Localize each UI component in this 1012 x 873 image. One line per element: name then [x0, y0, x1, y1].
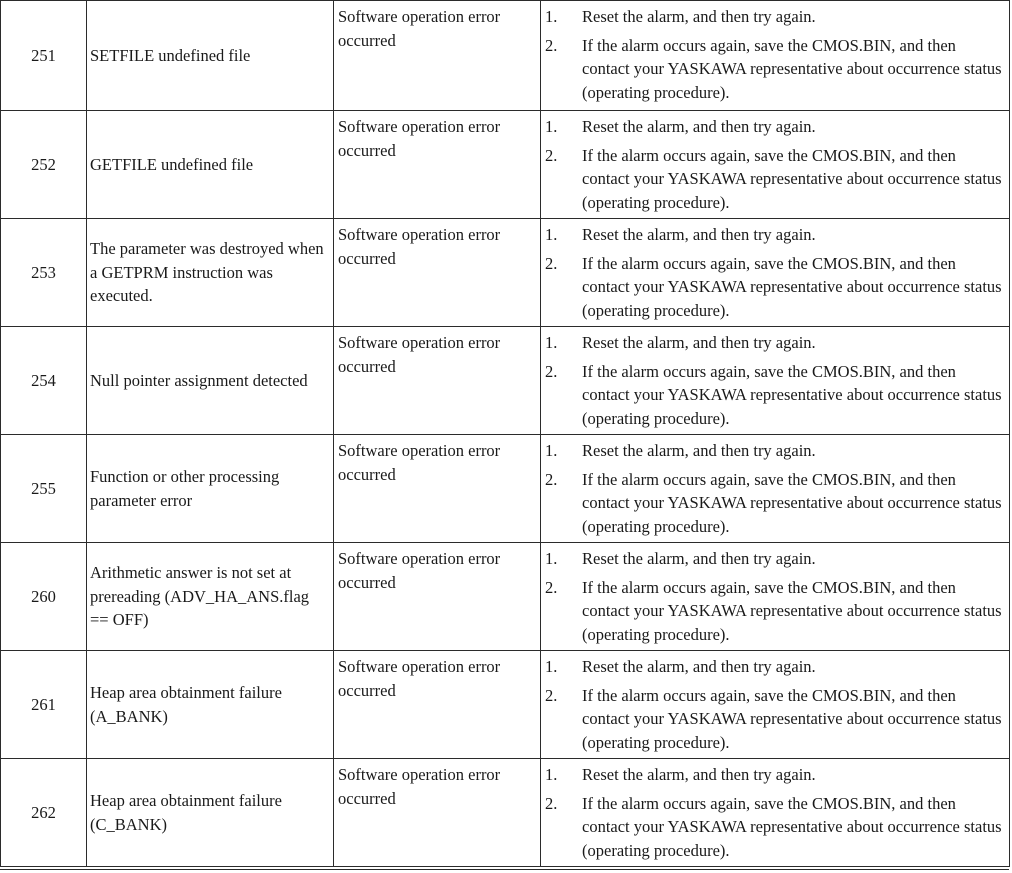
remedy-step: [545, 684, 1003, 755]
table-row: [1, 759, 1010, 867]
alarm-code: 253: [1, 219, 87, 327]
step-text: Reset the alarm, and then try again.: [582, 441, 816, 460]
step-number: 2.: [545, 793, 558, 813]
step-number: 1.: [545, 549, 558, 568]
step-number: 1.: [545, 441, 558, 460]
alarm-cause: Software operation error occurred: [334, 1, 541, 111]
step-number: 2.: [545, 145, 558, 165]
alarm-code: 262: [1, 759, 87, 867]
step-text: Reset the alarm, and then try again.: [582, 225, 816, 244]
remedy-step: [545, 763, 1003, 787]
alarm-cause: Software operation error occurred: [334, 219, 541, 327]
step-number: 1.: [545, 657, 558, 676]
alarm-cause: Software operation error occurred: [334, 759, 541, 867]
step-number: 1.: [545, 225, 558, 244]
alarm-name: Heap area obtainment failure (A_BANK): [87, 651, 334, 759]
remedy-step: [545, 115, 1003, 139]
alarm-remedy: [541, 543, 1010, 651]
step-text: Reset the alarm, and then try again.: [582, 7, 816, 26]
remedy-step: [545, 34, 1003, 105]
step-number: 1.: [545, 117, 558, 136]
alarm-name: Null pointer assignment detected: [87, 327, 334, 435]
table-row: [1, 651, 1010, 759]
alarm-cause: Software operation error occurred: [334, 543, 541, 651]
alarm-remedy: [541, 327, 1010, 435]
remedy-step: [545, 331, 1003, 355]
alarm-name: SETFILE undefined file: [87, 1, 334, 111]
alarm-name: Function or other processing parameter error: [87, 435, 334, 543]
step-number: 1.: [545, 765, 558, 784]
alarm-remedy: [541, 759, 1010, 867]
remedy-step: [545, 439, 1003, 463]
table-row: [1, 1, 1010, 111]
alarm-remedy: [541, 1, 1010, 111]
remedy-step: [545, 792, 1003, 863]
table-row: [1, 111, 1010, 219]
remedy-step: [545, 468, 1003, 539]
step-number: 2.: [545, 35, 558, 55]
step-text: Reset the alarm, and then try again.: [582, 657, 816, 676]
alarm-name: GETFILE undefined file: [87, 111, 334, 219]
step-number: 2.: [545, 469, 558, 489]
alarm-remedy: [541, 111, 1010, 219]
step-text: Reset the alarm, and then try again.: [582, 117, 816, 136]
step-number: 2.: [545, 577, 558, 597]
step-text: Reset the alarm, and then try again.: [582, 549, 816, 568]
alarm-remedy: [541, 651, 1010, 759]
step-text: If the alarm occurs again, save the CMOS.BIN, and then contact your YASKAWA representative about occurrence status (operating procedure).: [582, 35, 1002, 102]
remedy-step: [545, 252, 1003, 323]
remedy-step: [545, 144, 1003, 215]
remedy-step: [545, 5, 1003, 29]
step-text: If the alarm occurs again, save the CMOS.BIN, and then contact your YASKAWA representative about occurrence status (operating procedure).: [582, 361, 1002, 428]
alarm-name: Heap area obtainment failure (C_BANK): [87, 759, 334, 867]
alarm-name: The parameter was destroyed when a GETPRM instruction was executed.: [87, 219, 334, 327]
remedy-step: [545, 655, 1003, 679]
alarm-code: 252: [1, 111, 87, 219]
alarm-code: 260: [1, 543, 87, 651]
step-text: If the alarm occurs again, save the CMOS.BIN, and then contact your YASKAWA representative about occurrence status (operating procedure).: [582, 469, 1002, 536]
step-text: If the alarm occurs again, save the CMOS.BIN, and then contact your YASKAWA representative about occurrence status (operating procedure).: [582, 685, 1002, 752]
table-row: [1, 219, 1010, 327]
step-number: 2.: [545, 253, 558, 273]
table-row: [1, 327, 1010, 435]
step-number: 2.: [545, 685, 558, 705]
remedy-step: [545, 576, 1003, 647]
alarm-code: 261: [1, 651, 87, 759]
step-text: If the alarm occurs again, save the CMOS.BIN, and then contact your YASKAWA representative about occurrence status (operating procedure).: [582, 253, 1002, 320]
step-number: 2.: [545, 361, 558, 381]
step-text: Reset the alarm, and then try again.: [582, 765, 816, 784]
alarm-code: 254: [1, 327, 87, 435]
alarm-cause: Software operation error occurred: [334, 651, 541, 759]
step-text: If the alarm occurs again, save the CMOS.BIN, and then contact your YASKAWA representative about occurrence status (operating procedure).: [582, 793, 1002, 860]
table-bottom-border: [0, 869, 1009, 873]
alarm-code: 251: [1, 1, 87, 111]
table-row: [1, 435, 1010, 543]
alarm-cause: Software operation error occurred: [334, 111, 541, 219]
remedy-step: [545, 360, 1003, 431]
step-text: If the alarm occurs again, save the CMOS.BIN, and then contact your YASKAWA representative about occurrence status (operating procedure).: [582, 577, 1002, 644]
step-text: If the alarm occurs again, save the CMOS.BIN, and then contact your YASKAWA representative about occurrence status (operating procedure).: [582, 145, 1002, 212]
alarm-cause: Software operation error occurred: [334, 435, 541, 543]
step-number: 1.: [545, 333, 558, 352]
remedy-step: [545, 547, 1003, 571]
alarm-name: Arithmetic answer is not set at prereading (ADV_HA_ANS.flag == OFF): [87, 543, 334, 651]
alarm-cause: Software operation error occurred: [334, 327, 541, 435]
step-number: 1.: [545, 7, 558, 26]
alarm-remedy: [541, 219, 1010, 327]
table-row: [1, 543, 1010, 651]
alarm-code: 255: [1, 435, 87, 543]
step-text: Reset the alarm, and then try again.: [582, 333, 816, 352]
remedy-step: [545, 223, 1003, 247]
alarm-remedy: [541, 435, 1010, 543]
